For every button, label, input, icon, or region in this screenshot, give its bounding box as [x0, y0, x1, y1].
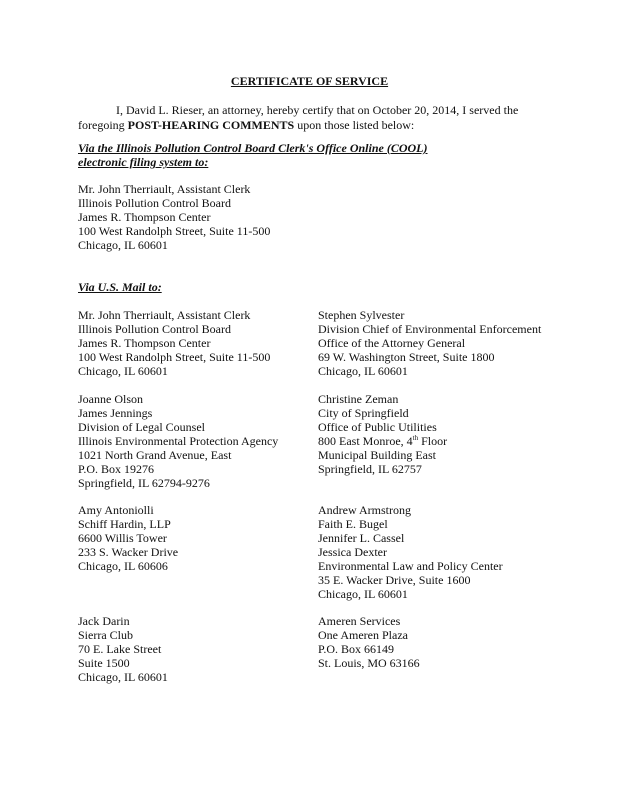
address-line: St. Louis, MO 63166 — [318, 656, 420, 670]
recipient-antoniolli — [78, 503, 178, 573]
address-line: P.O. Box 19276 — [78, 462, 155, 476]
address-line: 69 W. Washington Street, Suite 1800 — [318, 350, 495, 364]
address-line: Sierra Club — [78, 628, 133, 642]
address-line: Mr. John Therriault, Assistant Clerk — [78, 308, 251, 322]
floor-prefix: 800 East Monroe, 4 — [318, 434, 413, 448]
address-line: Joanne Olson — [78, 392, 143, 406]
address-line: City of Springfield — [318, 406, 409, 420]
recipient-therriault — [78, 308, 270, 378]
address-line: Division Chief of Environmental Enforcement — [318, 322, 542, 336]
mail-section-heading: Via U.S. Mail to: — [78, 280, 162, 294]
address-line: Stephen Sylvester — [318, 308, 405, 322]
address-line: Suite 1500 — [78, 656, 130, 670]
address-line: Amy Antoniolli — [78, 503, 154, 517]
cool-section-heading — [78, 141, 518, 169]
address-line: Chicago, IL 60601 — [78, 670, 168, 684]
address-line: 100 West Randolph Street, Suite 11-500 — [78, 350, 271, 364]
certification-paragraph — [78, 103, 548, 133]
address-line: James Jennings — [78, 406, 153, 420]
address-line: Chicago, IL 60601 — [78, 364, 168, 378]
address-line: Chicago, IL 60601 — [78, 238, 168, 252]
cool-recipient-therriault — [78, 182, 270, 252]
address-line — [318, 434, 447, 448]
cool-heading-line-1: Via the Illinois Pollution Control Board Clerk's Office Online (COOL) — [78, 141, 428, 155]
address-line: 1021 North Grand Avenue, East — [78, 448, 232, 462]
address-line: Municipal Building East — [318, 448, 436, 462]
address-line: Jennifer L. Cassel — [318, 531, 405, 545]
address-line: Chicago, IL 60601 — [318, 364, 408, 378]
address-line: Illinois Pollution Control Board — [78, 322, 232, 336]
address-line: 6600 Willis Tower — [78, 531, 167, 545]
address-line: Jack Darin — [78, 614, 130, 628]
address-line: Office of the Attorney General — [318, 336, 466, 350]
certification-text-2: upon those listed below: — [294, 118, 415, 132]
address-line: Jessica Dexter — [318, 545, 387, 559]
recipient-ameren — [318, 614, 420, 670]
address-line: Mr. John Therriault, Assistant Clerk — [78, 182, 251, 196]
address-line: Schiff Hardin, LLP — [78, 517, 171, 531]
address-line: 233 S. Wacker Drive — [78, 545, 179, 559]
recipient-sylvester — [318, 308, 541, 378]
floor-suffix: Floor — [418, 434, 448, 448]
address-line: Springfield, IL 62794-9276 — [78, 476, 210, 490]
address-line: Environmental Law and Policy Center — [318, 559, 503, 573]
address-line: 35 E. Wacker Drive, Suite 1600 — [318, 573, 471, 587]
address-line: Springfield, IL 62757 — [318, 462, 422, 476]
recipient-zeman — [318, 392, 447, 476]
address-line: Office of Public Utilities — [318, 420, 437, 434]
address-line: Illinois Pollution Control Board — [78, 196, 232, 210]
address-line: Andrew Armstrong — [318, 503, 411, 517]
address-line: One Ameren Plaza — [318, 628, 408, 642]
recipient-armstrong — [318, 503, 503, 601]
document-name: POST-HEARING COMMENTS — [127, 118, 295, 132]
address-line: James R. Thompson Center — [78, 336, 211, 350]
recipient-olson — [78, 392, 278, 490]
address-line: 100 West Randolph Street, Suite 11-500 — [78, 224, 271, 238]
address-line: Chicago, IL 60601 — [318, 587, 408, 601]
certification-text-1: I, David L. Rieser, an attorney, hereby certify that on October 20, 2014, I served the foregoing — [78, 103, 519, 132]
address-line: Ameren Services — [318, 614, 401, 628]
cool-heading-line-2: electronic filing system to: — [78, 155, 209, 169]
address-line: James R. Thompson Center — [78, 210, 211, 224]
page-title: CERTIFICATE OF SERVICE — [230, 74, 389, 88]
address-line: Faith E. Bugel — [318, 517, 388, 531]
floor-ordinal: th — [412, 434, 419, 442]
address-line: Division of Legal Counsel — [78, 420, 205, 434]
address-line: Chicago, IL 60606 — [78, 559, 168, 573]
recipient-darin — [78, 614, 168, 684]
address-line: Illinois Environmental Protection Agency — [78, 434, 279, 448]
address-line: P.O. Box 66149 — [318, 642, 395, 656]
address-line: Christine Zeman — [318, 392, 399, 406]
address-line: 70 E. Lake Street — [78, 642, 162, 656]
